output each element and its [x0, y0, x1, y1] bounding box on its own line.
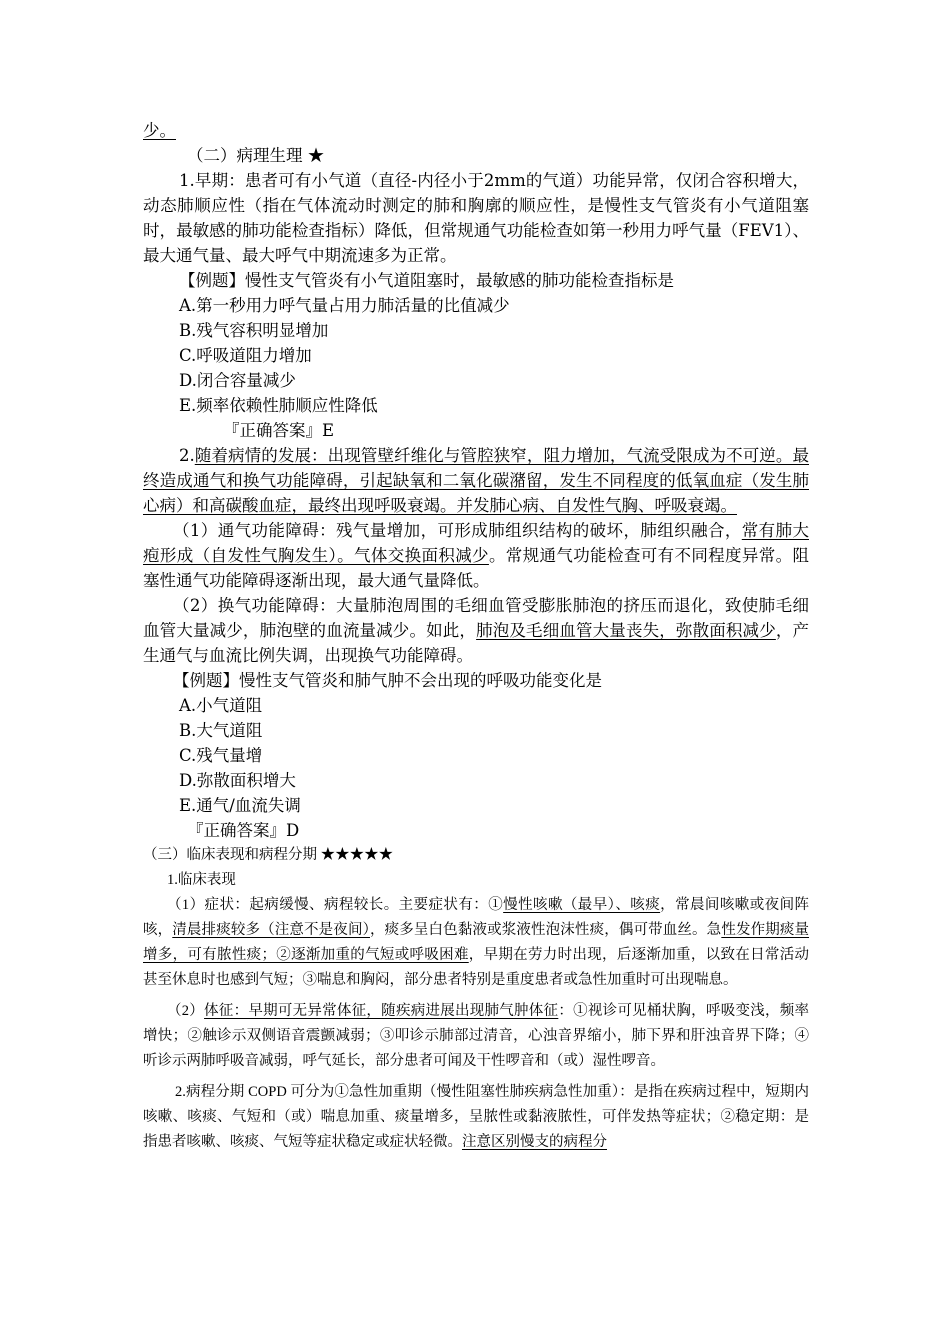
paragraph-disease-staging: 2.病程分期 COPD 可分为①急性加重期（慢性阻塞性肺疾病急性加重）：是指在疾病过程中，短期内咳嗽、咳痰、气短和（或）喘息加重、痰量增多，呈脓性或黏液脓性，可伴发热等症状；②稳定期：是指患者咳嗽、咳痰、气短等症状稳定或症状轻微。注意区别慢支的病程分	[143, 1084, 809, 1150]
underlined-text: 性发作期痰量增多，可有脓性痰；②逐渐加重的气短或呼吸困难	[143, 922, 810, 963]
underlined-text: 注意区别慢支的病程分	[462, 1134, 607, 1150]
section-heading-pathophysiology: （二）病理生理 ★	[187, 146, 325, 165]
example-2-option: B.大气道阻	[179, 721, 263, 740]
paragraph-symptoms: （1）症状：起病缓慢、病程较长。主要症状有：①慢性咳嗽（最早）、咳痰，常晨间咳嗽或夜间阵咳，清晨排痰较多（注意不是夜间），痰多呈白色黏液或浆液性泡沫性痰，偶可带血丝。急性发作期痰量增多，可有脓性痰；②逐渐加重的气短或呼吸困难，早期在劳力时出现，后逐渐加重，以致在日常活动甚至休息时也感到气短；③喘息和胸闷，部分患者特别是重度患者或急性加重时可出现喘息。	[143, 897, 810, 988]
example-2-option: A.小气道阻	[179, 696, 263, 715]
example-1-option: B.残气容积明显增加	[179, 321, 329, 340]
document-page	[143, 118, 809, 1155]
underlined-text: 随着病情的发展：出现管壁纤维化与管腔狭窄，阻力增加，气流受限成为不可逆。最终造成通气和换气功能障碍，引起缺氧和二氧化碳潴留，发生不同程度的低氧血症（发生肺心病）和高碳酸血症，最终出现呼吸衰竭。并发肺心病、自发性气胸、呼吸衰竭。	[143, 446, 809, 515]
example-1-option: D.闭合容量减少	[179, 371, 296, 390]
paragraph-signs: （2）体征：早期可无异常体征，随疾病进展出现肺气肿体征：①视诊可见桶状胸，呼吸变浅，频率增快；②触诊示双侧语音震颤减弱；③叩诊示肺部过清音，心浊音界缩小，肺下界和肝浊音界下降；④听诊示两肺呼吸音减弱，呼气延长，部分患者可闻及干性啰音和（或）湿性啰音。	[143, 1003, 810, 1069]
subheading-clinical-manifestations: 1.临床表现	[167, 872, 236, 888]
example-1-option: C.呼吸道阻力增加	[179, 346, 312, 365]
paragraph-disease-progression: 2.随着病情的发展：出现管壁纤维化与管腔狭窄，阻力增加，气流受限成为不可逆。最终造成通气和换气功能障碍，引起缺氧和二氧化碳潴留，发生不同程度的低氧血症（发生肺心病）和高碳酸血症，最终出现呼吸衰竭。并发肺心病、自发性气胸、呼吸衰竭。	[143, 446, 809, 515]
example-1-answer: 『正确答案』E	[223, 421, 335, 440]
example-2-option: E.通气/血流失调	[179, 796, 301, 815]
paragraph-early-stage: 1.早期：患者可有小气道（直径-内径小于2mm的气道）功能异常，仅闭合容积增大，动态肺顺应性（指在气体流动时测定的肺和胸廓的顺应性，是慢性支气管炎有小气道阻塞时，最敏感的肺功能检查指标）降低，但常规通气功能检查如第一秒用力呼气量（FEV1）、最大通气量、最大呼气中期流速多为正常。	[143, 171, 809, 265]
section-heading-clinical: （三）临床表现和病程分期 ★★★★★	[143, 847, 394, 863]
example-question-2: 【例题】慢性支气管炎和肺气肿不会出现的呼吸功能变化是	[173, 671, 602, 690]
underlined-text: 体征：早期可无异常体征，随疾病进展出现肺气肿体征	[204, 1003, 559, 1019]
example-1-option: E.频率依赖性肺顺应性降低	[179, 396, 378, 415]
example-2-option: D.弥散面积增大	[179, 771, 296, 790]
paragraph-ventilation-disorder: （1）通气功能障碍：残气量增加，可形成肺组织结构的破坏，肺组织融合，常有肺大疱形成（自发性气胸发生）。气体交换面积减少。常规通气功能检查可有不同程度异常。阻塞性通气功能障碍逐渐出现，最大通气量降低。	[143, 521, 810, 590]
underlined-text: 清晨排痰较多（注意不是夜间）	[172, 922, 370, 938]
example-2-option: C.残气量增	[179, 746, 263, 765]
top-fragment: 少。	[143, 121, 176, 140]
example-2-answer: 『正确答案』D	[187, 821, 300, 840]
paragraph-gas-exchange-disorder: （2）换气功能障碍：大量肺泡周围的毛细血管受膨胀肺泡的挤压而退化，致使肺毛细血管大量减少，肺泡壁的血流量减少。如此，肺泡及毛细血管大量丧失，弥散面积减少，产生通气与血流比例失调，出现换气功能障碍。	[143, 596, 810, 665]
example-1-option: A.第一秒用力呼气量占用力肺活量的比值减少	[179, 296, 510, 315]
underlined-text: 慢性咳嗽（最早）、咳痰	[503, 897, 661, 913]
underlined-text: 肺泡及毛细血管大量丧失，弥散面积减少	[476, 621, 776, 640]
example-question-1: 【例题】慢性支气管炎有小气道阻塞时，最敏感的肺功能检查指标是	[179, 271, 674, 290]
underlined-text: 常有肺大疱形成（自发性气胸发生）。气体交换面积减少	[143, 521, 809, 565]
